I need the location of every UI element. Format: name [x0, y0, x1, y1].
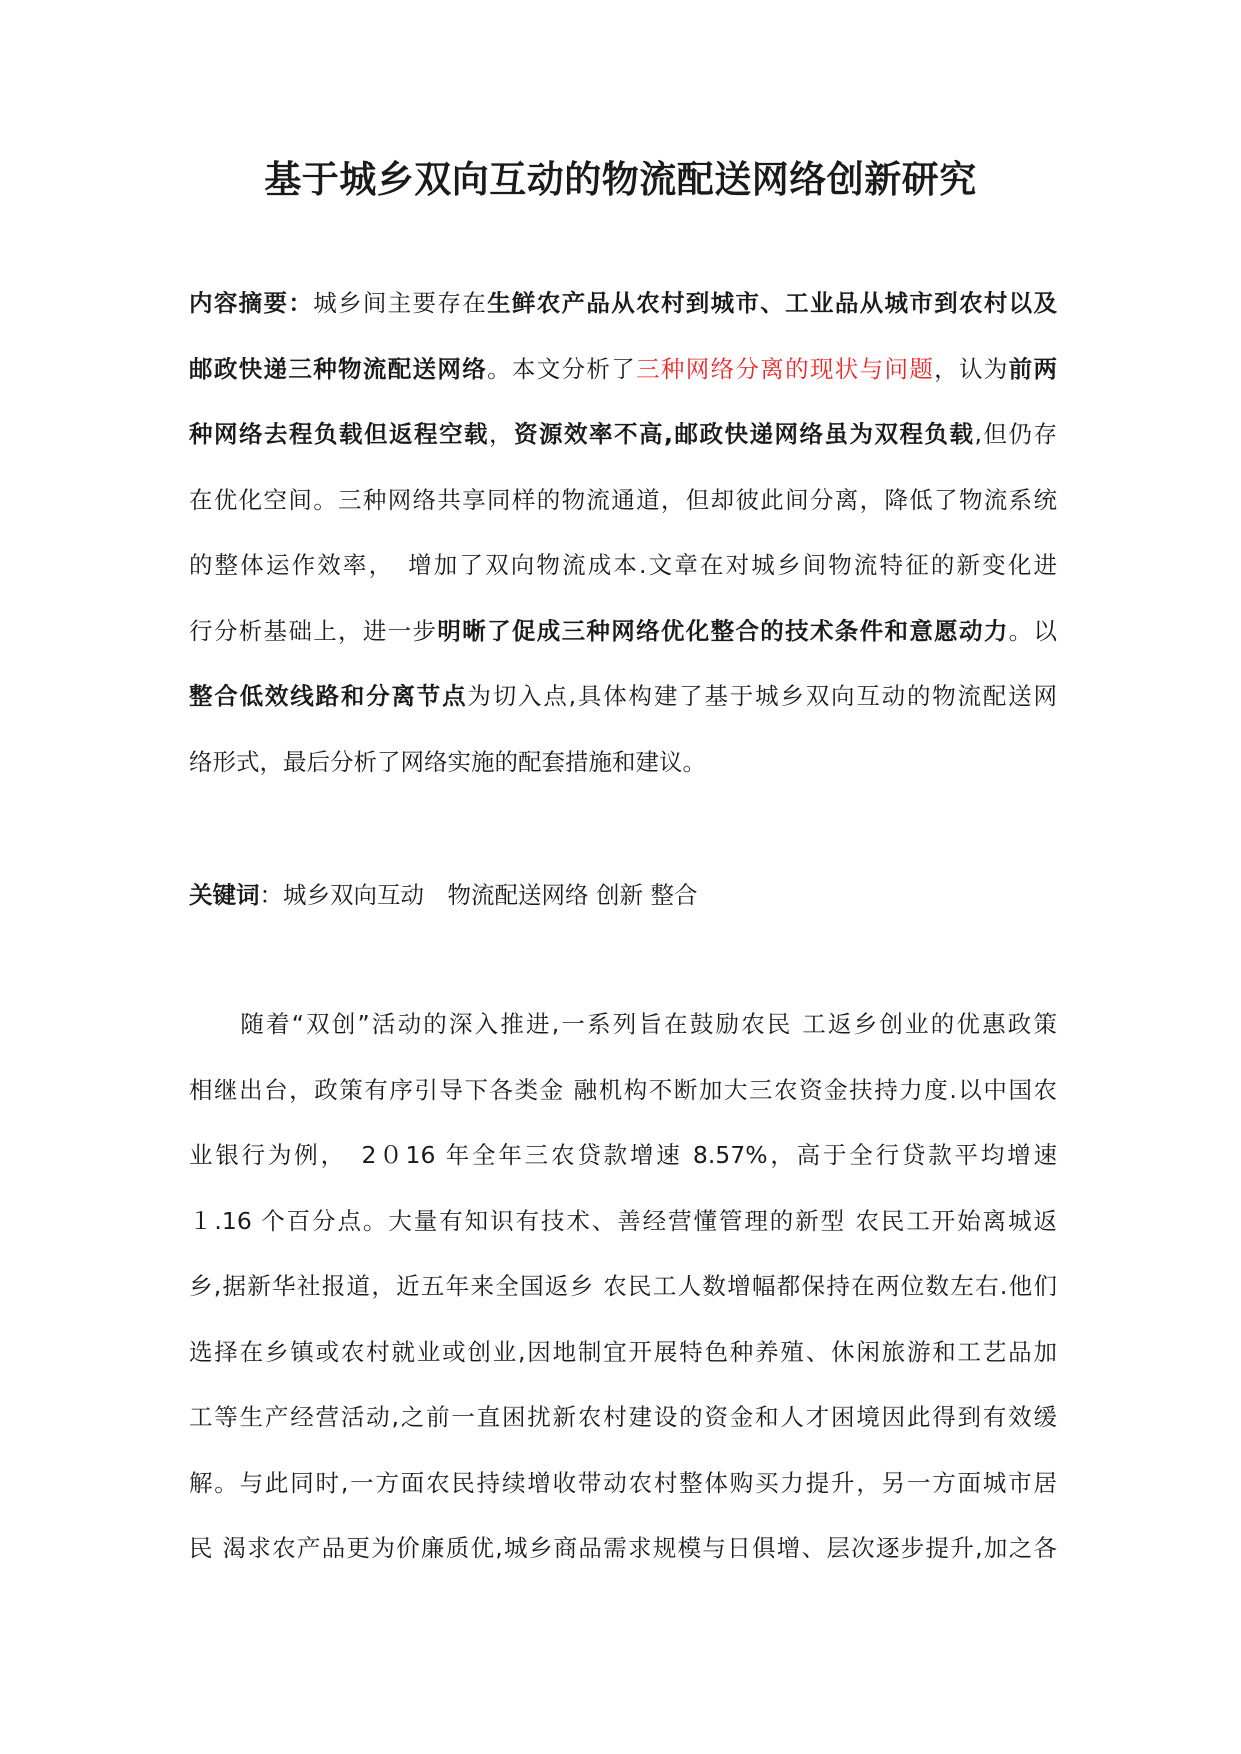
document-title: 基于城乡双向互动的物流配送网络创新研究 — [264, 158, 977, 201]
abstract-line-4 — [189, 468, 1057, 534]
abstract-text: 。本文分析了 — [487, 354, 637, 383]
keywords-line — [189, 863, 1057, 929]
abstract-bold-text: 邮政快递三种物流配送网络 — [189, 354, 488, 383]
body-line: １.16 个百分点。大量有知识有技术、善经营懂管理的新型 农民工开始离城返 — [189, 1206, 1057, 1235]
abstract-text: 在优化空间。三种网络共享同样的物流通道，但却彼此间分离，降低了物流系统 — [189, 485, 1057, 514]
abstract-bold-text: 种网络去程负载但返程空载 — [189, 420, 490, 448]
body-section — [189, 992, 1057, 1582]
keywords-section — [189, 863, 1057, 929]
abstract-text: 城乡间主要存在 — [313, 289, 488, 317]
abstract-bold-text: 前两 — [1008, 354, 1058, 383]
abstract-text: 的整体运作效率， 增加了双向物流成本.文章在对城乡间物流特征的新变化进 — [189, 551, 1057, 579]
body-line: 业银行为例， 2０16 年全年三农贷款增速 8.57%，高于全行贷款平均增速 — [189, 1141, 1057, 1169]
abstract-bold-text: 资源效率不高,邮政快递网络虽为双程负载 — [514, 420, 975, 448]
abstract-section — [189, 271, 1057, 795]
abstract-label: 内容摘要： — [189, 289, 314, 317]
abstract-line-8 — [189, 730, 1057, 796]
body-line: 乡,据新华社报道，近五年来全国返乡 农民工人数增幅都保持在两位数左右.他们 — [189, 1272, 1057, 1300]
abstract-bold-text: 明晰了促成三种网络优化整合的技术条件和意愿动力 — [437, 616, 1009, 645]
abstract-text: 。以 — [1008, 616, 1058, 645]
body-line: 解。与此同时,一方面农民持续增收带动农村整体购买力提升，另一方面城市居 — [189, 1468, 1057, 1497]
abstract-line-7 — [189, 664, 1057, 730]
keywords-label: 关键词 — [189, 881, 260, 909]
abstract-line-5 — [189, 533, 1057, 599]
abstract-text: 络形式，最后分析了网络实施的配套措施和建议。 — [189, 747, 706, 776]
abstract-text: ，认为 — [934, 354, 1009, 383]
body-line: 相继出台，政策有序引导下各类金 融机构不断加大三农资金扶持力度.以中国农 — [189, 1075, 1057, 1104]
abstract-text: ， — [489, 420, 515, 448]
body-line: 工等生产经营活动,之前一直困扰新农村建设的资金和人才困境因此得到有效缓 — [189, 1403, 1057, 1431]
body-line: 民 渴求农产品更为价廉质优,城乡商品需求规模与日俱增、层次逐步提升,加之各 — [189, 1534, 1057, 1562]
abstract-text: 为切入点,具体构建了基于城乡双向互动的物流配送网 — [467, 682, 1057, 710]
abstract-line-1 — [189, 271, 1057, 337]
abstract-highlight-text: 三种网络分离的现状与问题 — [636, 354, 935, 383]
abstract-bold-text: 生鲜农产品从农村到城市、工业品从城市到农村以及 — [487, 289, 1058, 317]
abstract-text: 行分析基础上，进一步 — [189, 616, 438, 645]
abstract-bold-text: 整合低效线路和分离节点 — [189, 682, 468, 710]
body-line: 选择在乡镇或农村就业或创业,因地制宜开展特色种养殖、休闲旅游和工艺品加 — [189, 1337, 1057, 1366]
abstract-line-6 — [189, 599, 1057, 665]
keywords-text: ：城乡双向互动 物流配送网络 创新 整合 — [259, 881, 698, 909]
abstract-line-2 — [189, 337, 1057, 403]
abstract-text: ,但仍存 — [974, 420, 1058, 448]
body-line: 随着“双创”活动的深入推进,一系列旨在鼓励农民 工返乡创业的优惠政策 — [189, 1010, 1057, 1038]
abstract-line-3 — [189, 402, 1057, 468]
